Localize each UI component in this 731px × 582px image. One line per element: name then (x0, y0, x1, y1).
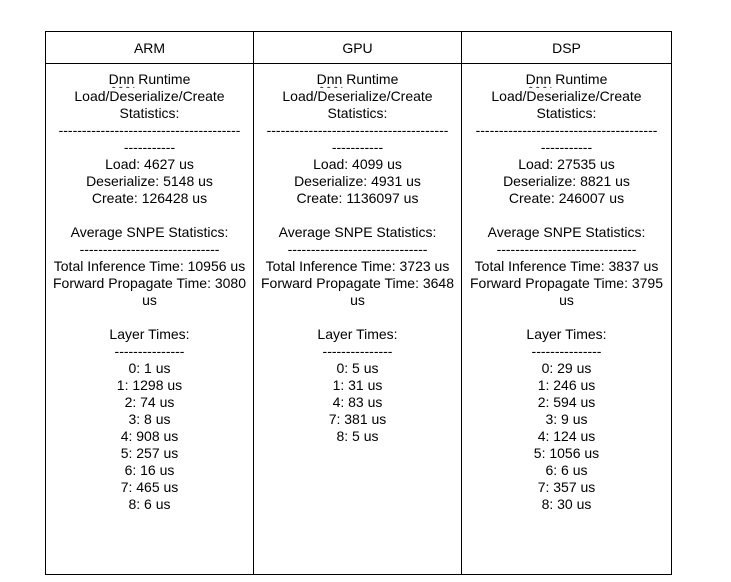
layer-times-heading: Layer Times: (317, 326, 398, 342)
layer-time: 4: 124 us (537, 428, 596, 444)
avg-stats-heading: Average SNPE Statistics: (278, 224, 437, 240)
statistics-label: Statistics: (327, 105, 388, 121)
layer-time: 1: 246 us (537, 377, 596, 393)
stats-cell-gpu (254, 64, 462, 575)
ldc-line: Load/Deserialize/Create (74, 88, 225, 104)
layer-time: 1: 31 us (332, 377, 383, 393)
forward-propagate-time: Forward Propagate Time: 3080 us (53, 275, 246, 308)
stats-row (46, 64, 672, 575)
layer-time: 6: 16 us (124, 462, 175, 478)
layer-times-heading: Layer Times: (526, 326, 607, 342)
dash-line: --------------------------------------- (475, 122, 658, 138)
header-row (46, 32, 672, 64)
dash-line: --------------------------------------- (266, 122, 449, 138)
stats-cell-dsp (462, 64, 672, 575)
forward-propagate-time: Forward Propagate Time: 3795 us (470, 275, 663, 308)
create-time: Create: 126428 us (91, 190, 208, 206)
layer-time: 0: 5 us (336, 360, 379, 376)
dash-line-continued: ----------- (331, 139, 384, 155)
layer-time: 1: 1298 us (116, 377, 183, 393)
dnn-runtime-line (256, 71, 459, 88)
layer-time: 5: 1056 us (533, 445, 600, 461)
avg-stats-dashes: ------------------------------ (79, 241, 220, 257)
stats-cell-arm (46, 64, 254, 575)
load-time: Load: 4627 us (105, 156, 194, 172)
avg-stats-dashes: ------------------------------ (496, 241, 637, 257)
create-time: Create: 246007 us (508, 190, 625, 206)
total-inference-time: Total Inference Time: 3723 us (265, 258, 450, 274)
layer-list (256, 360, 459, 445)
deserialize-time: Deserialize: 8821 us (503, 173, 630, 189)
ldc-line: Load/Deserialize/Create (282, 88, 433, 104)
layer-time: 7: 357 us (537, 479, 596, 495)
layer-time: 0: 29 us (541, 360, 592, 376)
dnn-runtime-line (464, 71, 669, 88)
layer-time: 4: 83 us (332, 394, 383, 410)
layer-times-dashes: --------------- (322, 343, 393, 359)
layer-time: 2: 74 us (124, 394, 175, 410)
avg-stats-dashes: ------------------------------ (287, 241, 428, 257)
statistics-label: Statistics: (119, 105, 180, 121)
column-header-arm: ARM (46, 32, 254, 64)
load-time: Load: 4099 us (313, 156, 402, 172)
column-header-dsp: DSP (462, 32, 672, 64)
total-inference-time: Total Inference Time: 10956 us (53, 258, 246, 274)
dnn-word: Dnn (316, 71, 343, 87)
statistics-label: Statistics: (536, 105, 597, 121)
layer-list (48, 360, 251, 513)
column-header-gpu: GPU (254, 32, 462, 64)
avg-stats-heading: Average SNPE Statistics: (70, 224, 229, 240)
layer-time: 8: 30 us (541, 496, 592, 512)
layer-time: 8: 5 us (336, 428, 379, 444)
load-time: Load: 27535 us (518, 156, 615, 172)
layer-time: 2: 594 us (537, 394, 596, 410)
runtime-word: Runtime (134, 71, 191, 87)
layer-time: 3: 8 us (128, 411, 171, 427)
dash-line-continued: ----------- (540, 139, 593, 155)
layer-times-dashes: --------------- (114, 343, 185, 359)
layer-list (464, 360, 669, 513)
avg-stats-heading: Average SNPE Statistics: (487, 224, 646, 240)
deserialize-time: Deserialize: 4931 us (294, 173, 421, 189)
ldc-line: Load/Deserialize/Create (491, 88, 642, 104)
runtime-word: Runtime (342, 71, 399, 87)
create-time: Create: 1136097 us (296, 190, 419, 206)
layer-time: 5: 257 us (120, 445, 179, 461)
forward-propagate-time: Forward Propagate Time: 3648 us (261, 275, 454, 308)
layer-time: 3: 9 us (545, 411, 588, 427)
layer-times-heading: Layer Times: (109, 326, 190, 342)
dnn-word: Dnn (525, 71, 552, 87)
layer-time: 7: 465 us (120, 479, 179, 495)
runtime-word: Runtime (551, 71, 608, 87)
dash-line-continued: ----------- (123, 139, 176, 155)
layer-time: 7: 381 us (328, 411, 387, 427)
stats-table (45, 31, 672, 575)
dash-line: --------------------------------------- (58, 122, 241, 138)
layer-times-dashes: --------------- (531, 343, 602, 359)
layer-time: 8: 6 us (128, 496, 171, 512)
dnn-word: Dnn (108, 71, 135, 87)
deserialize-time: Deserialize: 5148 us (86, 173, 213, 189)
layer-time: 6: 6 us (545, 462, 588, 478)
total-inference-time: Total Inference Time: 3837 us (474, 258, 659, 274)
layer-time: 4: 908 us (120, 428, 179, 444)
layer-time: 0: 1 us (128, 360, 171, 376)
dnn-runtime-line (48, 71, 251, 88)
